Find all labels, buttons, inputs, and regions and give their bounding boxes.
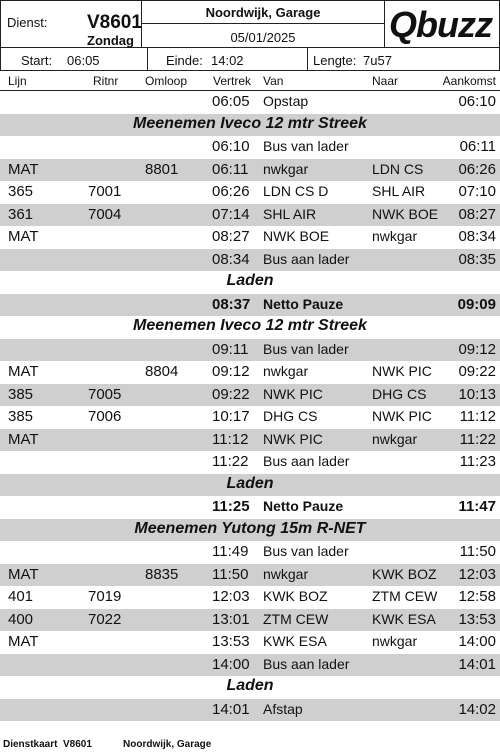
cell-van: Bus aan lader (263, 655, 350, 672)
cell-van: Bus van lader (263, 340, 349, 357)
cell-van: Netto Pauze (263, 498, 344, 514)
table-row (0, 609, 500, 632)
table-row (0, 654, 500, 677)
pause-row (0, 496, 500, 519)
length-label: Lengte: (313, 53, 357, 68)
cell-aankomst: 06:10 (458, 93, 496, 110)
start-cell (1, 48, 148, 71)
cell-van: nwkgar (263, 363, 309, 379)
table-row (0, 204, 500, 227)
table-row (0, 159, 500, 182)
cell-aankomst: 11:22 (459, 430, 496, 448)
table-row (0, 631, 500, 654)
cell-vertrek: 06:10 (212, 138, 250, 155)
section-row (0, 114, 500, 137)
table-row (0, 451, 500, 474)
cell-van: DHG CS (263, 408, 318, 424)
footer-label: Dienstkaart (3, 739, 58, 750)
col-vertrek: Vertrek (213, 74, 252, 88)
cell-vertrek: 14:00 (212, 655, 250, 673)
cell-vertrek: 14:01 (212, 700, 250, 718)
cell-aankomst: 11:47 (458, 498, 496, 515)
cell-vertrek: 13:53 (212, 633, 250, 650)
date-value: 05/01/2025 (230, 30, 296, 45)
cell-van: NWK PIC (263, 385, 323, 402)
section-row (0, 474, 500, 497)
date-cell (142, 24, 385, 48)
col-ritnr: Ritnr (93, 74, 119, 88)
cell-naar: nwkgar (372, 228, 418, 244)
cell-ritnr: 7006 (88, 408, 122, 425)
end-label: Einde: (166, 53, 203, 68)
table-row (0, 136, 500, 159)
cell-lijn: 385 (8, 385, 34, 403)
section-title: Meenemen Iveco 12 mtr Streek (133, 317, 367, 334)
cell-lijn: MAT (8, 565, 39, 583)
cell-lijn: MAT (8, 363, 39, 380)
cell-vertrek: 08:34 (212, 250, 250, 268)
cell-van: KWK BOZ (263, 588, 328, 604)
route-cell (142, 1, 385, 24)
cell-van: Bus aan lader (263, 250, 350, 267)
section-row (0, 271, 500, 294)
cell-vertrek: 08:37 (212, 295, 251, 313)
cell-vertrek: 11:49 (212, 543, 249, 560)
cell-vertrek: 13:01 (212, 610, 250, 628)
dienst-cell (1, 1, 142, 48)
dienst-label: Dienst: (7, 15, 48, 30)
qbuzz-logo: Qbuzz (389, 4, 492, 45)
cell-lijn: 361 (8, 205, 34, 223)
col-naar: Naar (372, 74, 399, 88)
cell-vertrek: 06:05 (212, 93, 250, 110)
section-title: Laden (226, 272, 274, 289)
cell-aankomst: 12:03 (458, 565, 496, 583)
cell-van: Opstap (263, 93, 309, 109)
section-title: Laden (226, 677, 274, 694)
table-row (0, 406, 500, 429)
cell-lijn: 401 (8, 588, 34, 605)
table-row (0, 181, 500, 204)
cell-vertrek: 08:27 (212, 228, 250, 245)
table-row (0, 339, 500, 362)
cell-lijn: 400 (8, 610, 34, 628)
col-aankomst: Aankomst (442, 74, 496, 88)
cell-van: NWK BOE (263, 228, 330, 244)
cell-aankomst: 06:26 (458, 160, 496, 178)
cell-aankomst: 12:58 (458, 588, 496, 605)
cell-vertrek: 06:11 (212, 160, 249, 178)
cell-vertrek: 09:12 (212, 363, 250, 380)
start-label: Start: (21, 53, 53, 68)
cell-aankomst: 09:22 (458, 363, 496, 380)
cell-van: SHL AIR (263, 205, 317, 222)
cell-vertrek: 12:03 (212, 588, 250, 605)
start-time: 06:05 (67, 53, 100, 68)
cell-aankomst: 09:09 (457, 295, 496, 313)
table-row (0, 586, 500, 609)
cell-lijn: 365 (8, 183, 34, 200)
duty-header (0, 0, 500, 71)
cell-aankomst: 08:34 (458, 228, 496, 245)
cell-vertrek: 09:11 (212, 340, 249, 358)
cell-aankomst: 08:35 (458, 250, 496, 268)
col-lijn: Lijn (8, 74, 27, 88)
cell-omloop: 8804 (145, 363, 179, 380)
section-row (0, 316, 500, 339)
pause-row (0, 294, 500, 317)
cell-ritnr: 7001 (88, 183, 122, 200)
cell-naar: DHG CS (372, 385, 427, 402)
cell-aankomst: 14:01 (458, 655, 496, 673)
cell-van: Bus aan lader (263, 453, 350, 469)
cell-van: LDN CS D (263, 183, 329, 199)
cell-naar: nwkgar (372, 430, 418, 447)
cell-vertrek: 06:26 (212, 183, 250, 200)
section-title: Laden (226, 474, 274, 492)
col-omloop: Omloop (145, 74, 188, 88)
cell-naar: ZTM CEW (372, 588, 438, 604)
cell-vertrek: 09:22 (212, 385, 250, 403)
col-van: Van (263, 74, 284, 88)
table-row (0, 226, 500, 249)
cell-naar: SHL AIR (372, 183, 426, 199)
length-cell (308, 48, 500, 71)
cell-van: Bus van lader (263, 138, 349, 154)
logo-cell (385, 1, 500, 48)
cell-vertrek: 11:25 (212, 498, 250, 515)
cell-ritnr: 7005 (88, 385, 122, 403)
cell-vertrek: 11:12 (212, 430, 249, 448)
cell-ritnr: 7019 (88, 588, 122, 605)
cell-aankomst: 14:02 (458, 700, 496, 718)
cell-vertrek: 11:22 (212, 453, 249, 470)
cell-aankomst: 10:13 (458, 385, 496, 403)
table-row (0, 91, 500, 114)
day-name: Zondag (87, 33, 134, 48)
cell-naar: nwkgar (372, 633, 418, 649)
cell-vertrek: 10:17 (212, 408, 250, 425)
cell-van: nwkgar (263, 565, 309, 582)
end-time: 14:02 (211, 53, 244, 68)
column-header (0, 73, 500, 91)
cell-lijn: 385 (8, 408, 34, 425)
section-title: Meenemen Iveco 12 mtr Streek (133, 114, 367, 132)
cell-van: Afstap (263, 700, 303, 717)
cell-naar: NWK PIC (372, 408, 432, 424)
cell-omloop: 8801 (145, 160, 179, 178)
length-value: 7u57 (363, 53, 392, 68)
schedule-table (0, 91, 500, 721)
cell-aankomst: 13:53 (458, 610, 496, 628)
cell-aankomst: 11:50 (459, 543, 496, 560)
section-title: Meenemen Yutong 15m R-NET (134, 519, 366, 537)
cell-aankomst: 06:11 (459, 138, 496, 155)
cell-van: NWK PIC (263, 430, 323, 447)
cell-van: ZTM CEW (263, 610, 329, 627)
section-row (0, 676, 500, 699)
cell-lijn: MAT (8, 228, 39, 245)
section-row (0, 519, 500, 542)
cell-ritnr: 7022 (88, 610, 122, 628)
cell-omloop: 8835 (145, 565, 179, 583)
cell-vertrek: 07:14 (212, 205, 250, 223)
cell-lijn: MAT (8, 160, 39, 178)
cell-van: Netto Pauze (263, 295, 344, 312)
cell-van: KWK ESA (263, 633, 327, 649)
table-row (0, 429, 500, 452)
cell-lijn: MAT (8, 430, 39, 448)
end-cell (148, 48, 308, 71)
cell-naar: NWK BOE (372, 205, 439, 222)
cell-ritnr: 7004 (88, 205, 122, 223)
table-row (0, 361, 500, 384)
table-row (0, 541, 500, 564)
table-row (0, 384, 500, 407)
cell-lijn: MAT (8, 633, 39, 650)
cell-naar: NWK PIC (372, 363, 432, 379)
route-name: Noordwijk, Garage (205, 5, 321, 20)
cell-van: Bus van lader (263, 543, 349, 559)
cell-aankomst: 11:23 (459, 453, 496, 470)
cell-naar: KWK ESA (372, 610, 436, 627)
table-row (0, 249, 500, 272)
cell-naar: KWK BOZ (372, 565, 437, 582)
cell-naar: LDN CS (372, 160, 424, 177)
cell-aankomst: 09:12 (458, 340, 496, 358)
table-row (0, 699, 500, 722)
dienst-number: V8601 (87, 12, 142, 33)
cell-aankomst: 14:00 (458, 633, 496, 650)
footer-route: Noordwijk, Garage (123, 739, 212, 750)
cell-aankomst: 07:10 (458, 183, 496, 200)
table-row (0, 564, 500, 587)
cell-vertrek: 11:50 (212, 565, 249, 583)
cell-aankomst: 08:27 (458, 205, 496, 223)
footer-dienst: V8601 (63, 739, 92, 750)
cell-van: nwkgar (263, 160, 309, 177)
cell-aankomst: 11:12 (459, 408, 496, 425)
